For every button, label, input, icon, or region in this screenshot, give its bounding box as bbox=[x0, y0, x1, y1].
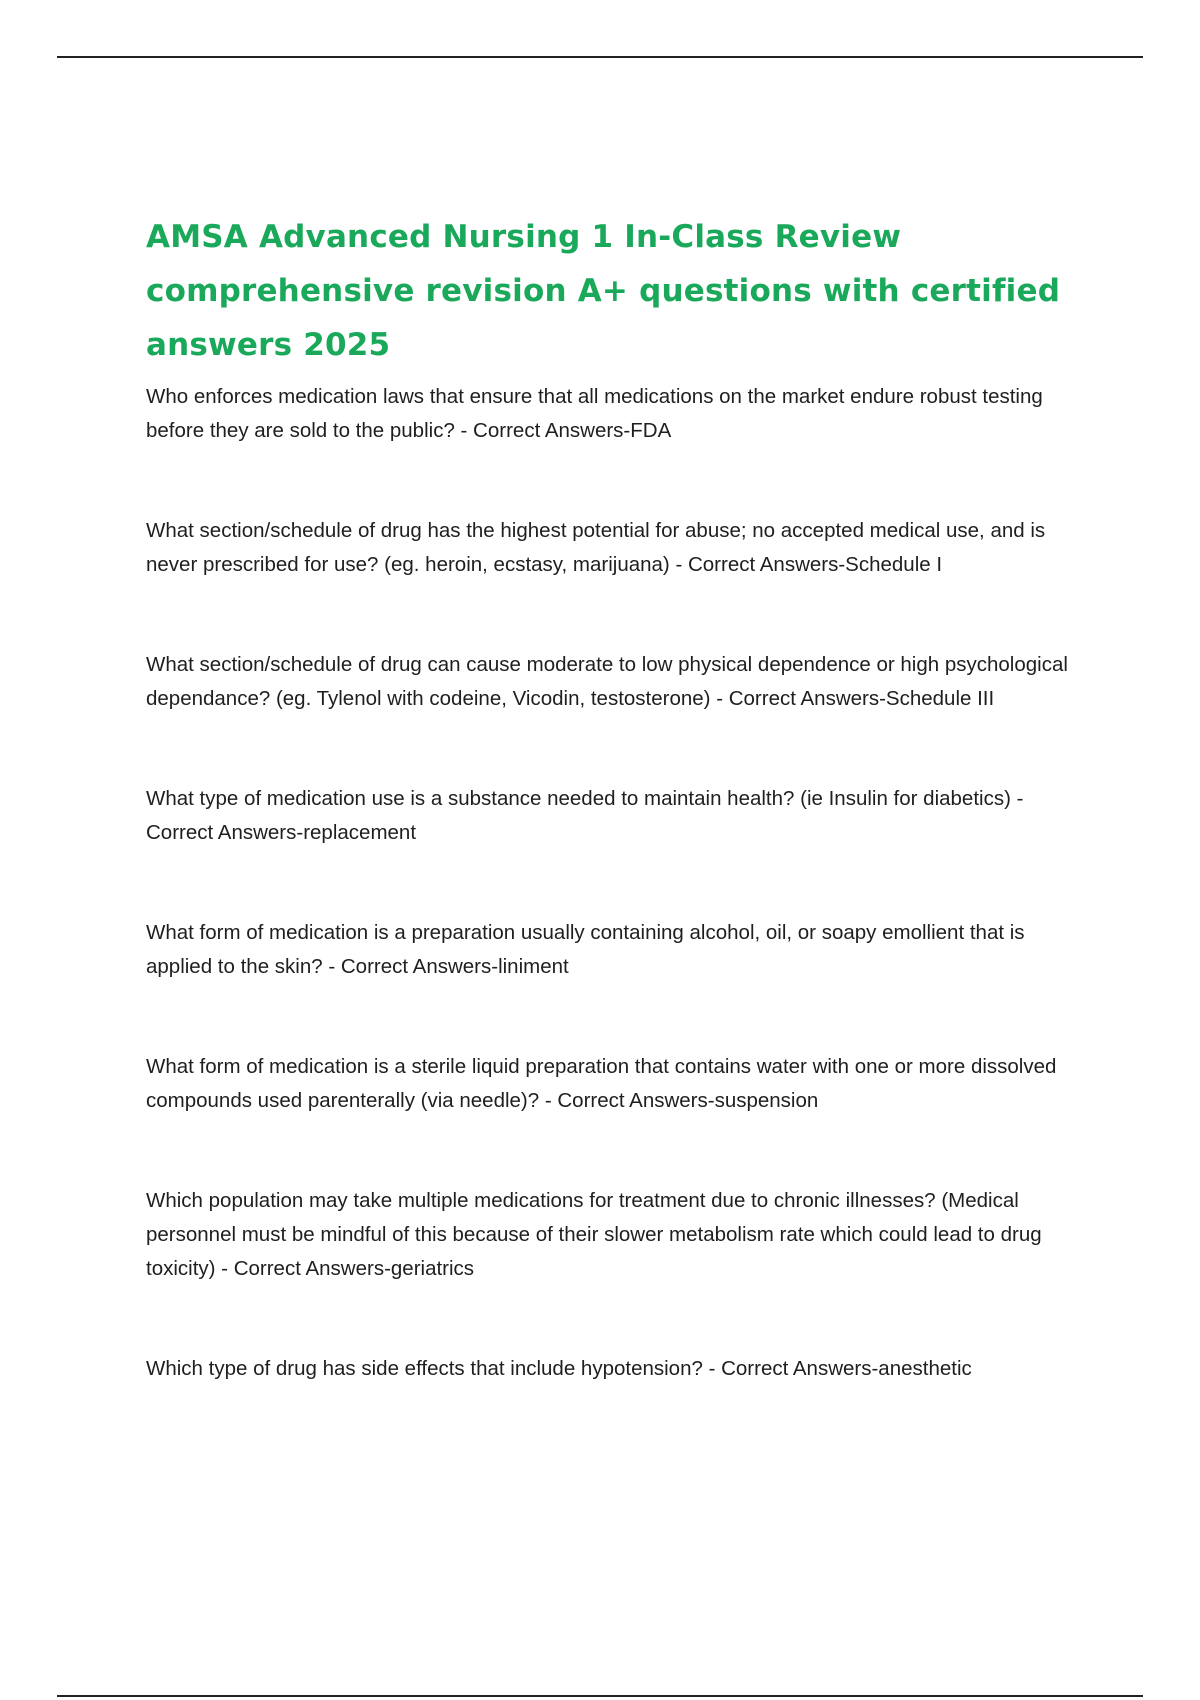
qa-item-7: Which population may take multiple medications for treatment due to chronic illnesses? (Medical personnel must be mindful of this because of their slower metabolism rate which could lead to drug toxicity) - Correct Answers-geriatrics bbox=[146, 1189, 1042, 1280]
bottom-divider bbox=[57, 1695, 1143, 1697]
qa-item-6: What form of medication is a sterile liquid preparation that contains water with one or more dissolved compounds used parenterally (via needle)? - Correct Answers-suspension bbox=[146, 1055, 1057, 1112]
qa-item-8: Which type of drug has side effects that include hypotension? - Correct Answers-anesthetic bbox=[146, 1357, 972, 1380]
top-divider bbox=[57, 56, 1143, 58]
qa-list bbox=[146, 380, 1091, 1452]
document-title: AMSA Advanced Nursing 1 In-Class Review comprehensive revision A+ questions with certified answers 2025 bbox=[146, 219, 1061, 363]
qa-item-1: Who enforces medication laws that ensure that all medications on the market endure robust testing before they are sold to the public? - Correct Answers-FDA bbox=[146, 385, 1043, 442]
qa-item-5: What form of medication is a preparation usually containing alcohol, oil, or soapy emollient that is applied to the skin? - Correct Answers-liniment bbox=[146, 921, 1025, 978]
qa-item-2: What section/schedule of drug has the highest potential for abuse; no accepted medical use, and is never prescribed for use? (eg. heroin, ecstasy, marijuana) - Correct Answers-Schedule I bbox=[146, 519, 1046, 576]
qa-item-4: What type of medication use is a substance needed to maintain health? (ie Insulin for diabetics) - Correct Answers-replacement bbox=[146, 787, 1024, 844]
qa-item-3: What section/schedule of drug can cause moderate to low physical dependence or high psychological dependance? (eg. Tylenol with codeine, Vicodin, testosterone) - Correct Answers-Schedule III bbox=[146, 653, 1068, 710]
